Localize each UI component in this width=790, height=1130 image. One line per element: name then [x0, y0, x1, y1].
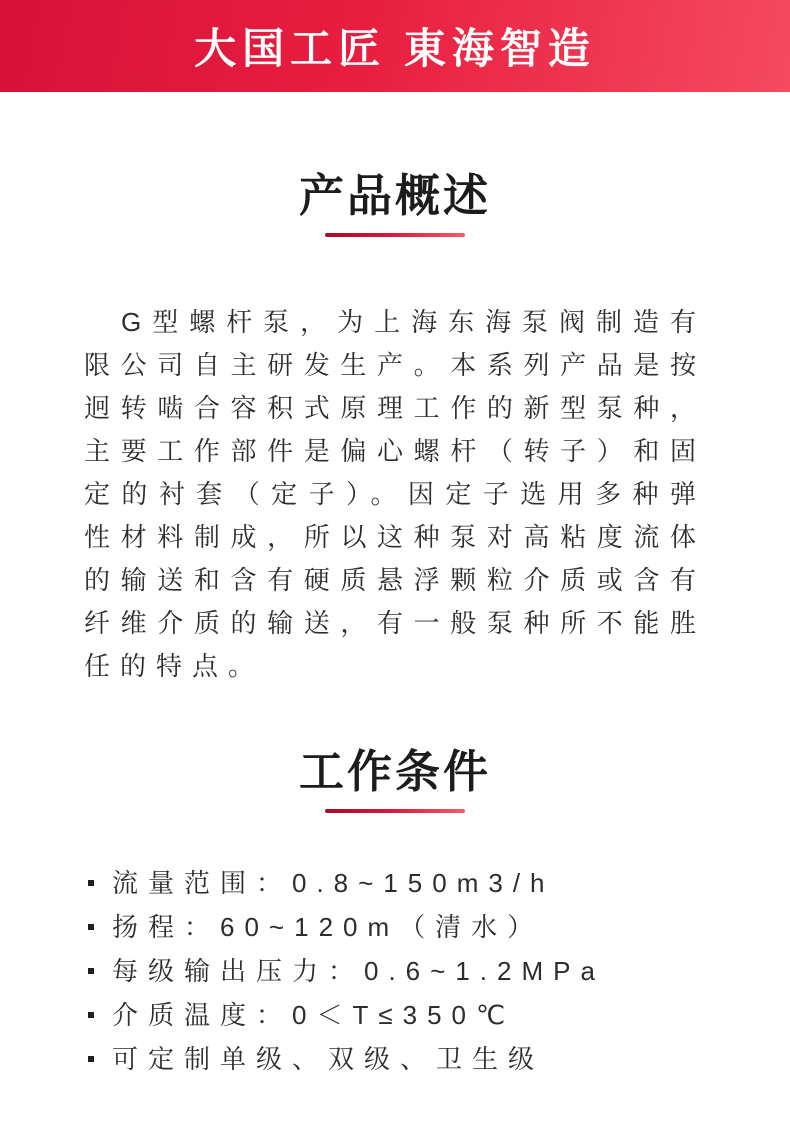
square-bullet-icon: [88, 1056, 94, 1062]
spec-item-text: 每级输出压力：0.6~1.2MPa: [112, 956, 605, 986]
spec-item-text: 可定制单级、双级、卫生级: [112, 1044, 545, 1074]
spec-item-head: [86, 913, 750, 941]
spec-item-customization: [86, 1045, 750, 1073]
spec-item-medium-temperature: [86, 1001, 750, 1029]
spec-item-text: 扬程：60~120m（清水）: [112, 912, 544, 942]
section-conditions: [0, 746, 790, 1073]
square-bullet-icon: [88, 968, 94, 974]
spec-list: [86, 869, 750, 1073]
spec-item-text: 介质温度：0＜T≤350℃: [112, 1000, 516, 1030]
banner-title: 大国工匠 東海智造: [194, 25, 596, 72]
overview-title: 产品概述: [298, 170, 491, 221]
conditions-title: 工作条件: [298, 746, 491, 797]
header-banner: [0, 0, 790, 92]
spec-item-text: 流量范围：0.8~150m3/h: [112, 868, 555, 898]
spec-item-output-pressure: [86, 957, 750, 985]
overview-paragraph: G型螺杆泵，为上海东海泵阀制造有限公司自主研发生产。本系列产品是按迥转啮合容积式原理工作的新型泵种，主要工作部件是偏心螺杆（转子）和固定的衬套（定子）。因定子选用多种弹性材料制成，所以这种泵对高粘度流体的输送和含有硬质悬浮颗粒介质或含有纤维介质的输送，有一般泵种所不能胜任的特点。: [84, 307, 706, 681]
spec-item-flow-range: [86, 869, 750, 897]
square-bullet-icon: [88, 924, 94, 930]
square-bullet-icon: [88, 1012, 94, 1018]
square-bullet-icon: [88, 880, 94, 886]
overview-title-underline: [325, 233, 465, 237]
conditions-title-underline: [325, 809, 465, 813]
section-overview: [0, 170, 790, 688]
